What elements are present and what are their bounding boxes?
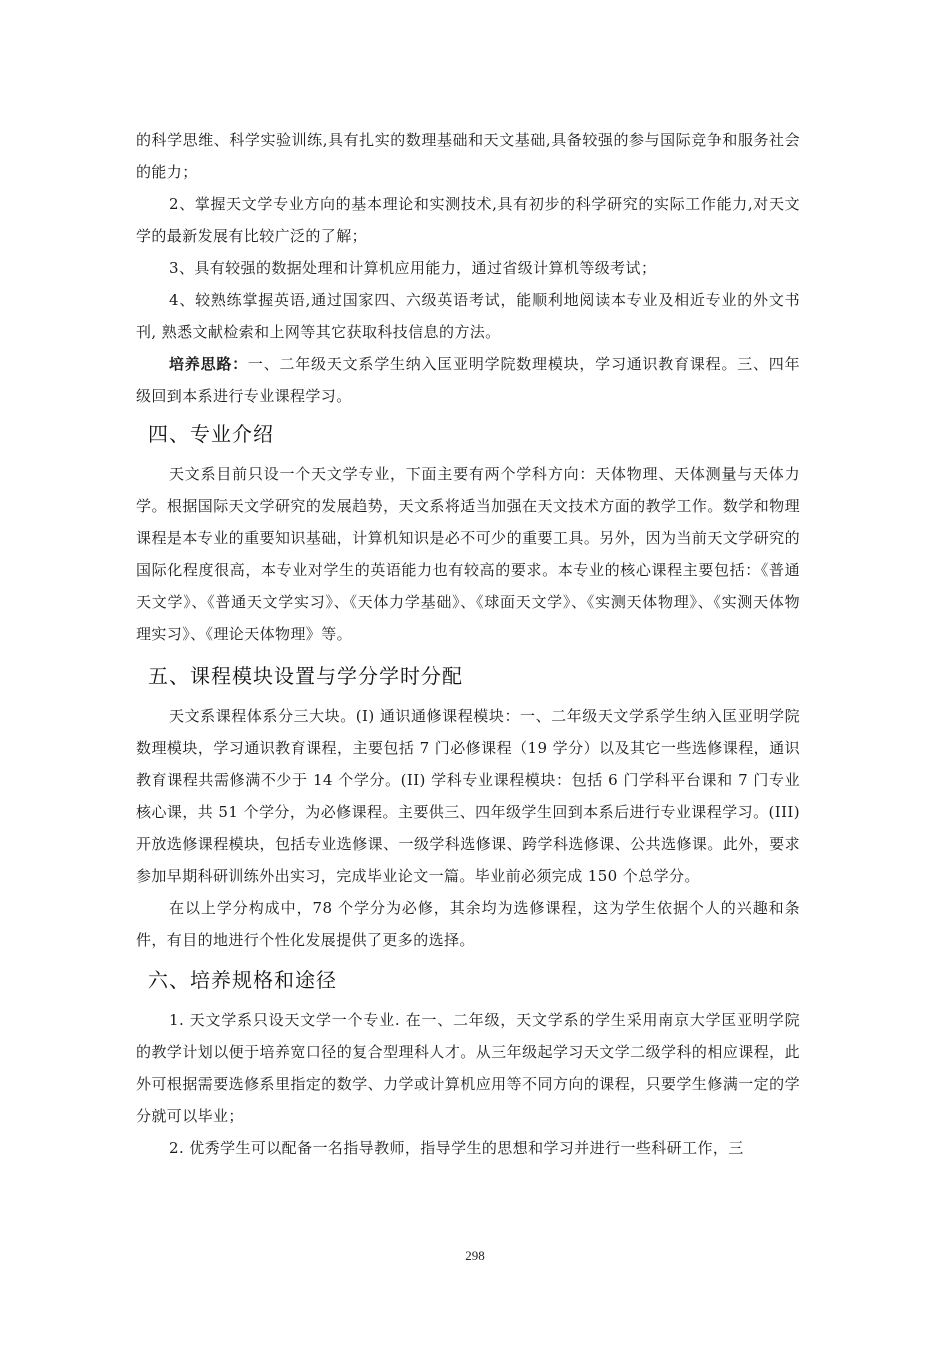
paragraph-credit-composition: 在以上学分构成中，78 个学分为必修，其余均为选修课程，这为学生依据个人的兴趣和条件，有目的地进行个性化发展提供了更多的选择。	[136, 899, 800, 949]
page-body	[136, 124, 800, 1164]
page-number: 298	[465, 1248, 485, 1263]
paragraph-objective-1-continued: 的科学思维、科学实验训练,具有扎实的数理基础和天文基础,具备较强的参与国际竞争和服务社会的能力；	[136, 131, 800, 181]
training-approach-text: 一、二年级天文系学生纳入匡亚明学院数理模块，学习通识教育课程。三、四年级回到本系进行专业课程学习。	[136, 355, 800, 405]
paragraph-course-modules: 天文系课程体系分三大块。(I) 通识通修课程模块：一、二年级天文学系学生纳入匡亚明学院数理模块，学习通识教育课程，主要包括 7 门必修课程（19 学分）以及其它一些选修课程，通识教育课程共需修满不少于 14 个学分。(II) 学科专业课程模块：包括 6 门学科平台课和 7 门专业核心课，共 51 个学分，为必修课程。主要供三、四年级学生回到本系后进行专业课程学习。(III) 开放选修课程模块，包括专业选修课、一级学科选修课、跨学科选修课、公共选修课。此外，要求参加早期科研训练外出实习，完成毕业论文一篇。毕业前必须完成 150 个总学分。	[136, 707, 800, 885]
paragraph-objective-3: 3、具有较强的数据处理和计算机应用能力，通过省级计算机等级考试；	[169, 259, 657, 277]
paragraph-training-approach	[136, 348, 800, 412]
training-approach-label: 培养思路：	[169, 355, 248, 373]
section-heading-major-intro: 四、专业介绍	[148, 422, 274, 446]
paragraph-major-intro: 天文系目前只设一个天文学专业，下面主要有两个学科方向：天体物理、天体测量与天体力学。根据国际天文学研究的发展趋势，天文系将适当加强在天文技术方面的教学工作。数学和物理课程是本专业的重要知识基础，计算机知识是必不可少的重要工具。另外，因为当前天文学研究的国际化程度很高，本专业对学生的英语能力也有较高的要求。本专业的核心课程主要包括：《普通天文学》、《普通天文学实习》、《天体力学基础》、《球面天文学》、《实测天体物理》、《实测天体物理实习》、《理论天体物理》等。	[136, 465, 800, 643]
paragraph-training-spec-1: 1. 天文学系只设天文学一个专业. 在一、二年级，天文学系的学生采用南京大学匡亚明学院的教学计划以便于培养宽口径的复合型理科人才。从三年级起学习天文学二级学科的相应课程，此外可根据需要选修系里指定的数学、力学或计算机应用等不同方向的课程，只要学生修满一定的学分就可以毕业；	[136, 1011, 800, 1125]
paragraph-objective-4: 4、较熟练掌握英语,通过国家四、六级英语考试，能顺利地阅读本专业及相近专业的外文书刊, 熟悉文献检索和上网等其它获取科技信息的方法。	[136, 291, 800, 341]
section-heading-training-specs: 六、培养规格和途径	[148, 968, 337, 992]
paragraph-training-spec-2: 2. 优秀学生可以配备一名指导教师，指导学生的思想和学习并进行一些科研工作，三	[169, 1139, 744, 1157]
paragraph-objective-2: 2、掌握天文学专业方向的基本理论和实测技术,具有初步的科学研究的实际工作能力,对天文学的最新发展有比较广泛的了解；	[136, 195, 800, 245]
section-heading-course-modules: 五、课程模块设置与学分学时分配	[148, 664, 463, 688]
